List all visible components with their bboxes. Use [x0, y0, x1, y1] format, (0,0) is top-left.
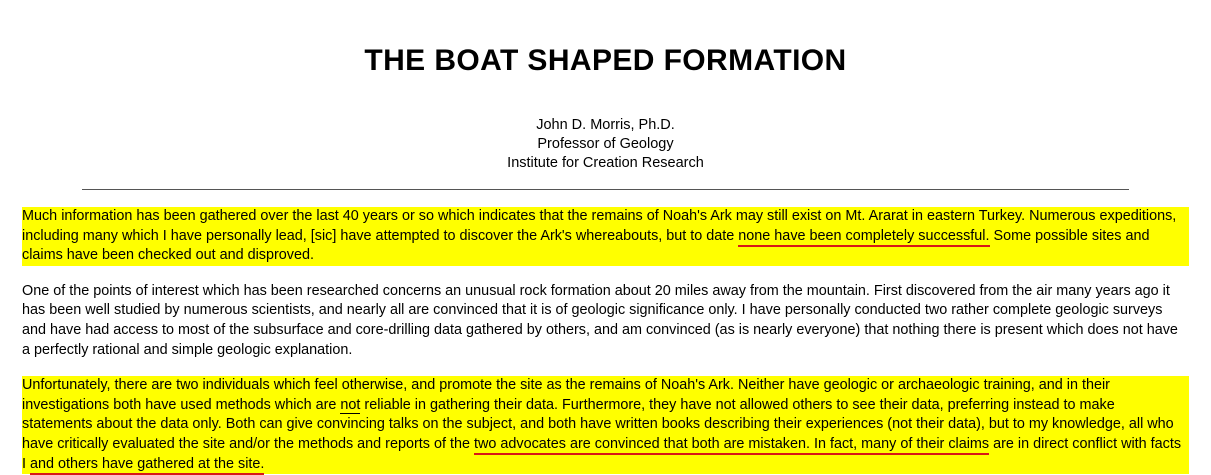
horizontal-rule: [82, 189, 1129, 190]
horizontal-rule-container: [0, 189, 1211, 190]
paragraph-3-segment-1: Unfortunately, there are two individuals which feel otherwise, and promote the site as the remains of Noah's Ark. Neither have geologic or archaeologic training, and in their investigations both have used methods which are: [22, 377, 1110, 413]
paragraph-3-red-underline-1: two advocates are convinced that both are mistaken. In fact, many of their claims: [474, 436, 989, 455]
paragraph-1-red-underline-1: none have been completely successful.: [738, 228, 989, 247]
paragraph-2: One of the points of interest which has been researched concerns an unusual rock formation about 20 miles away from the mountain. First discovered from the air many years ago it has been well studied by numerous scientists, and nearly all are convinced that it is of geologic significance only. I have personally conducted two rather complete geologic surveys and have had access to most of the subsurface and core-drilling data gathered by others, and am convinced (as is nearly everyone) that nothing there is present which does not have a perfectly rational and simple geologic explanation.: [22, 282, 1178, 358]
highlight-block-2: [22, 376, 1189, 474]
paragraph-3-segment-5: are in direct conflict with facts I: [22, 435, 1182, 472]
paragraph-3-red-underline-2: and others have gathered at the site.: [30, 456, 264, 475]
byline: [0, 116, 1211, 173]
byline-affiliation: Institute for Creation Research: [507, 155, 704, 171]
paragraph-1-segment-3: Some possible sites and claims have been checked out and disproved.: [22, 227, 1150, 264]
byline-role: Professor of Geology: [537, 136, 674, 152]
paragraph-3-segment-3: reliable in gathering their data. Furthermore, they have not allowed others to see their data, preferring instead to make statements about the data only. Both can give convincing talks on the subject, and both have written books describing their experiences (not their data), but to my knowledge, all who have critically evaluated the site and/or the methods and reports of the: [22, 396, 1174, 452]
page-title: THE BOAT SHAPED FORMATION: [364, 44, 847, 77]
paragraph-1-segment-1: Much information has been gathered over the last 40 years or so which indicates that the remains of Noah's Ark may still exist on Mt. Ararat in eastern Turkey. Numerous expeditions, including many which I have personally lead, [sic] have attempted to discover the Ark's whereabouts, but to date: [22, 208, 1177, 244]
document-body: [0, 207, 1211, 474]
highlight-block-1: [22, 207, 1189, 266]
byline-author: John D. Morris, Ph.D.: [536, 117, 675, 133]
paragraph-3-black-underline: not: [340, 396, 361, 413]
paragraph-3: [22, 376, 1189, 474]
paragraph-1: [22, 207, 1189, 266]
